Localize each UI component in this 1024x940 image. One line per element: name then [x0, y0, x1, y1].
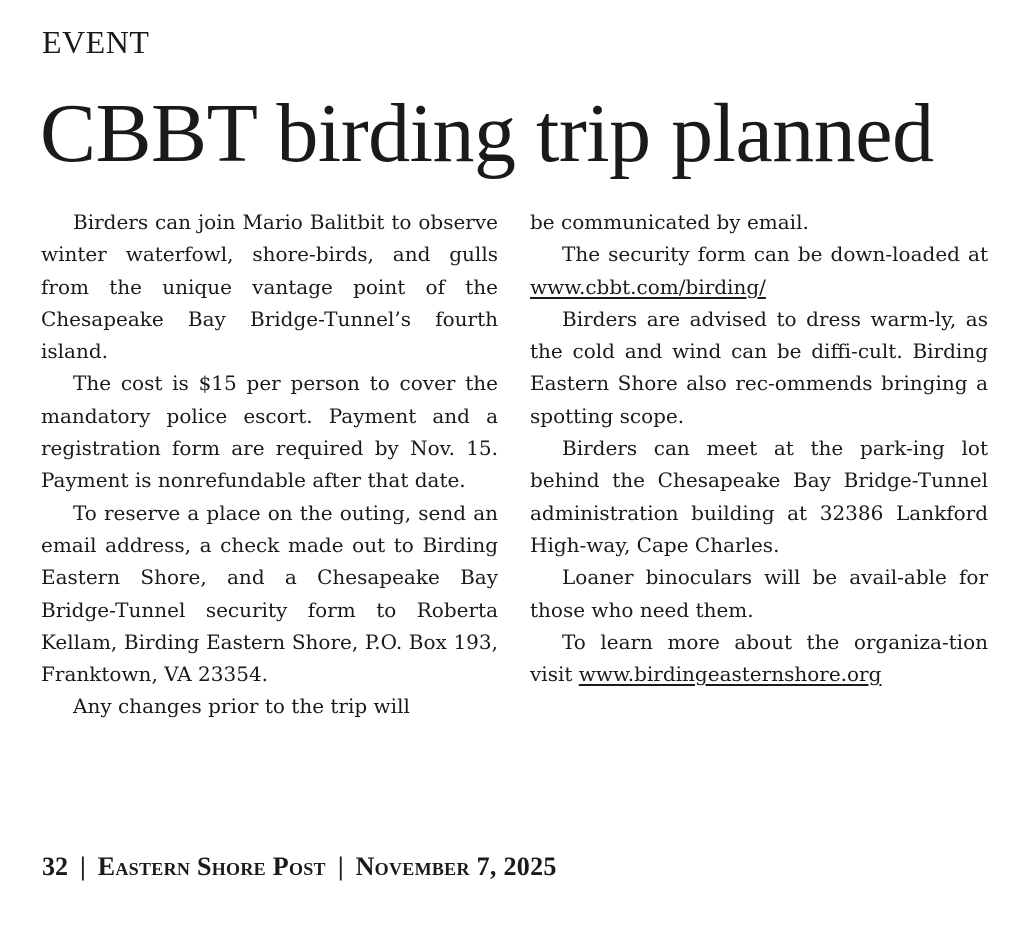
cbbt-birding-link[interactable]: www.cbbt.com/birding/: [530, 274, 766, 299]
birding-eastern-shore-link[interactable]: www.birdingeasternshore.org: [578, 662, 882, 687]
article-column-right: [530, 206, 988, 690]
article-paragraph: [530, 626, 988, 691]
article-paragraph: Any changes prior to the trip will: [73, 694, 410, 719]
article-paragraph: The cost is $15 per person to cover the mandatory police escort. Payment and a registration form are required by Nov. 15. Payment is nonrefundable after that date.: [41, 371, 498, 493]
publication-name: Eastern Shore Post: [97, 852, 326, 881]
paragraph-text: To learn more about the organiza-tion visit: [530, 629, 988, 687]
paragraph-text: The security form can be down-loaded at: [562, 242, 988, 267]
article-paragraph: Birders can join Mario Balitbit to observe winter waterfowl, shore-birds, and gulls from the unique vantage point of the Chesapeake Bay Bridge-Tunnel’s fourth island.: [41, 210, 498, 364]
article-column-left: [41, 206, 498, 723]
page-footer: [42, 852, 557, 882]
page-number: 32: [42, 852, 68, 881]
footer-separator: |: [80, 852, 86, 881]
issue-date: November 7, 2025: [355, 852, 557, 881]
headline: CBBT birding trip planned: [40, 87, 934, 180]
article-paragraph: To reserve a place on the outing, send an email address, a check made out to Birding Eastern Shore, and a Chesapeake Bay Bridge-Tunnel security form to Roberta Kellam, Birding Eastern Shore, P.O. Box 193, Franktown, VA 23354.: [41, 500, 498, 687]
section-label: EVENT: [42, 24, 150, 60]
article-paragraph: [530, 238, 988, 303]
article-paragraph: Birders can meet at the park-ing lot behind the Chesapeake Bay Bridge-Tunnel administration building at 32386 Lankford High-way, Cape Charles.: [530, 436, 988, 557]
article-paragraph: Birders are advised to dress warm-ly, as the cold and wind can be diffi-cult. Birding Eastern Shore also rec-ommends bringing a spotting scope.: [530, 306, 988, 428]
article-paragraph: Loaner binoculars will be avail-able for those who need them.: [530, 565, 988, 622]
article-paragraph-continued: be communicated by email.: [530, 210, 809, 234]
footer-separator: |: [337, 852, 344, 881]
